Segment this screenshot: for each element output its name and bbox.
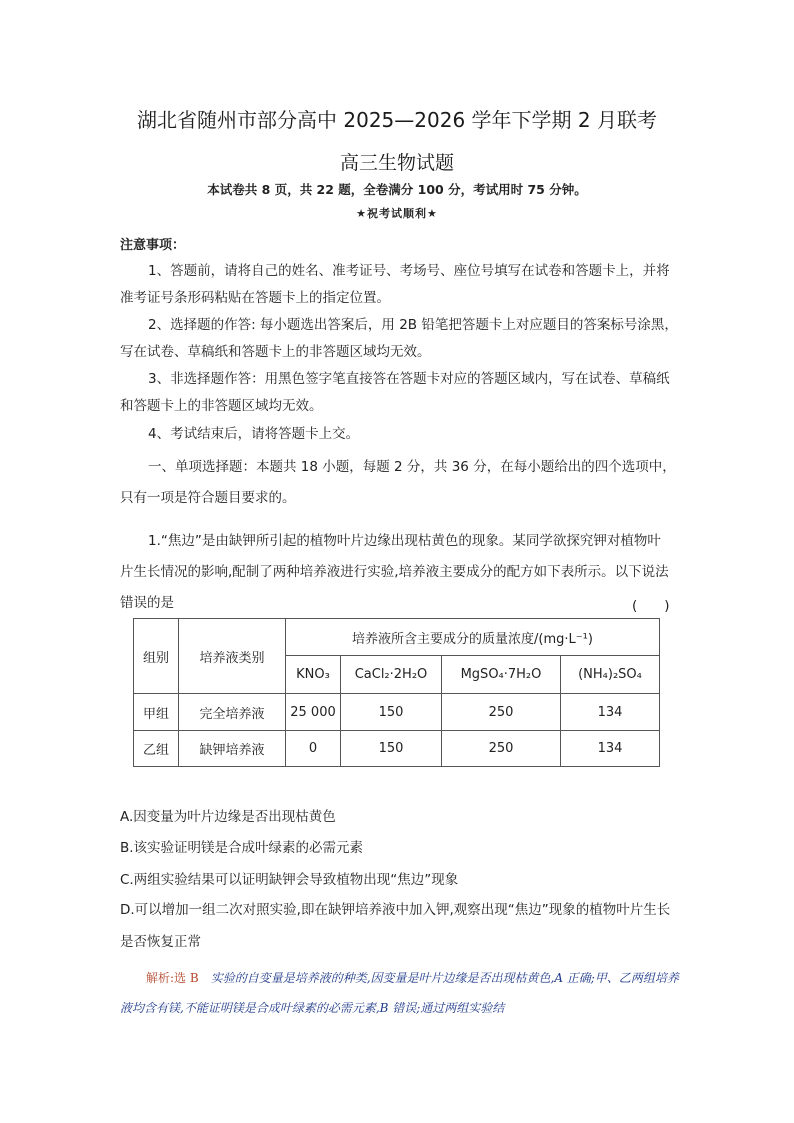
table-cell: 250 bbox=[442, 694, 561, 731]
table-cell: 完全培养液 bbox=[179, 694, 286, 731]
exam-subtitle: 高三生物试题 bbox=[339, 152, 454, 174]
table-header-component: (NH₄)₂SO₄ bbox=[561, 656, 660, 694]
notice-item-4: 4、考试结束后，请将答题卡上交。 bbox=[148, 426, 360, 442]
option-a: A.因变量为叶片边缘是否出现枯黄色 bbox=[120, 809, 336, 825]
table-cell: 缺钾培养液 bbox=[179, 731, 286, 767]
question-stem: 1.“焦边”是由缺钾所引起的植物叶片边缘出现枯黄色的现象。某同学欲探究钾对植物叶片生长情况的影响,配制了两种培养液进行实验,培养液主要成分的配方如下表所示。以下说法错误的是 bbox=[120, 533, 669, 611]
table-cell: 150 bbox=[341, 694, 442, 731]
table-header-component: CaCl₂·2H₂O bbox=[341, 656, 442, 694]
section-heading: 一、单项选择题：本题共 18 小题，每题 2 分，共 36 分，在每小题给出的四个选项中，只有一项是符合题目要求的。 bbox=[120, 459, 676, 506]
table-row bbox=[134, 731, 660, 767]
table-cell: 乙组 bbox=[134, 731, 179, 767]
notice-item-2: 2、选择题的作答: 每小题选出答案后，用 2B 铅笔把答题卡上对应题目的答案标号涂黑，写在试卷、草稿纸和答题卡上的非答题区域均无效。 bbox=[120, 317, 678, 360]
notice-heading: 注意事项： bbox=[120, 238, 186, 253]
analysis-block bbox=[120, 963, 682, 1023]
notice-item-1: 1、答题前，请将自己的姓名、准考证号、考场号、座位号填写在试卷和答题卡上，并将准考证号条形码粘贴在答题卡上的指定位置。 bbox=[120, 263, 670, 306]
analysis-label: 解析:选 B bbox=[146, 971, 199, 985]
table-cell: 甲组 bbox=[134, 694, 179, 731]
table-header-group: 组别 bbox=[134, 619, 179, 694]
table-cell: 250 bbox=[442, 731, 561, 767]
option-c: C.两组实验结果可以证明缺钾会导致植物出现“焦边”现象 bbox=[120, 872, 459, 888]
table-header-type: 培养液类别 bbox=[179, 619, 286, 694]
exam-info: 本试卷共 8 页，共 22 题，全卷满分 100 分，考试用时 75 分钟。 bbox=[207, 182, 587, 197]
analysis-text: 实验的自变量是培养液的种类,因变量是叶片边缘是否出现枯黄色,A 正确;甲、乙两组培养液均含有镁,不能证明镁是合成叶绿素的必需元素,B 错误;通过两组实验结 bbox=[120, 971, 679, 1015]
table-cell: 134 bbox=[561, 731, 660, 767]
table-header-component: MgSO₄·7H₂O bbox=[442, 656, 561, 694]
table-row bbox=[134, 694, 660, 731]
table-cell: 134 bbox=[561, 694, 660, 731]
table-cell: 25 000 bbox=[286, 694, 341, 731]
good-luck-line: ★祝考试顺利★ bbox=[356, 207, 438, 220]
option-d: D.可以增加一组二次对照实验,即在缺钾培养液中加入钾,观察出现“焦边”现象的植物叶片生长是否恢复正常 bbox=[120, 902, 671, 950]
table-header-concentration: 培养液所含主要成分的质量浓度/(mg·L⁻¹) bbox=[286, 619, 660, 656]
option-b: B.该实验证明镁是合成叶绿素的必需元素 bbox=[120, 840, 364, 856]
nutrient-table bbox=[133, 618, 660, 767]
table-header-component: KNO₃ bbox=[286, 656, 341, 694]
notice-item-3: 3、非选择题作答：用黑色签字笔直接答在答题卡对应的答题区域内，写在试卷、草稿纸和答题卡上的非答题区域均无效。 bbox=[120, 371, 670, 414]
answer-parentheses: ( ) bbox=[632, 598, 670, 614]
table-cell: 150 bbox=[341, 731, 442, 767]
table-cell: 0 bbox=[286, 731, 341, 767]
exam-title: 湖北省随州市部分高中 2025—2026 学年下学期 2 月联考 bbox=[137, 108, 657, 132]
